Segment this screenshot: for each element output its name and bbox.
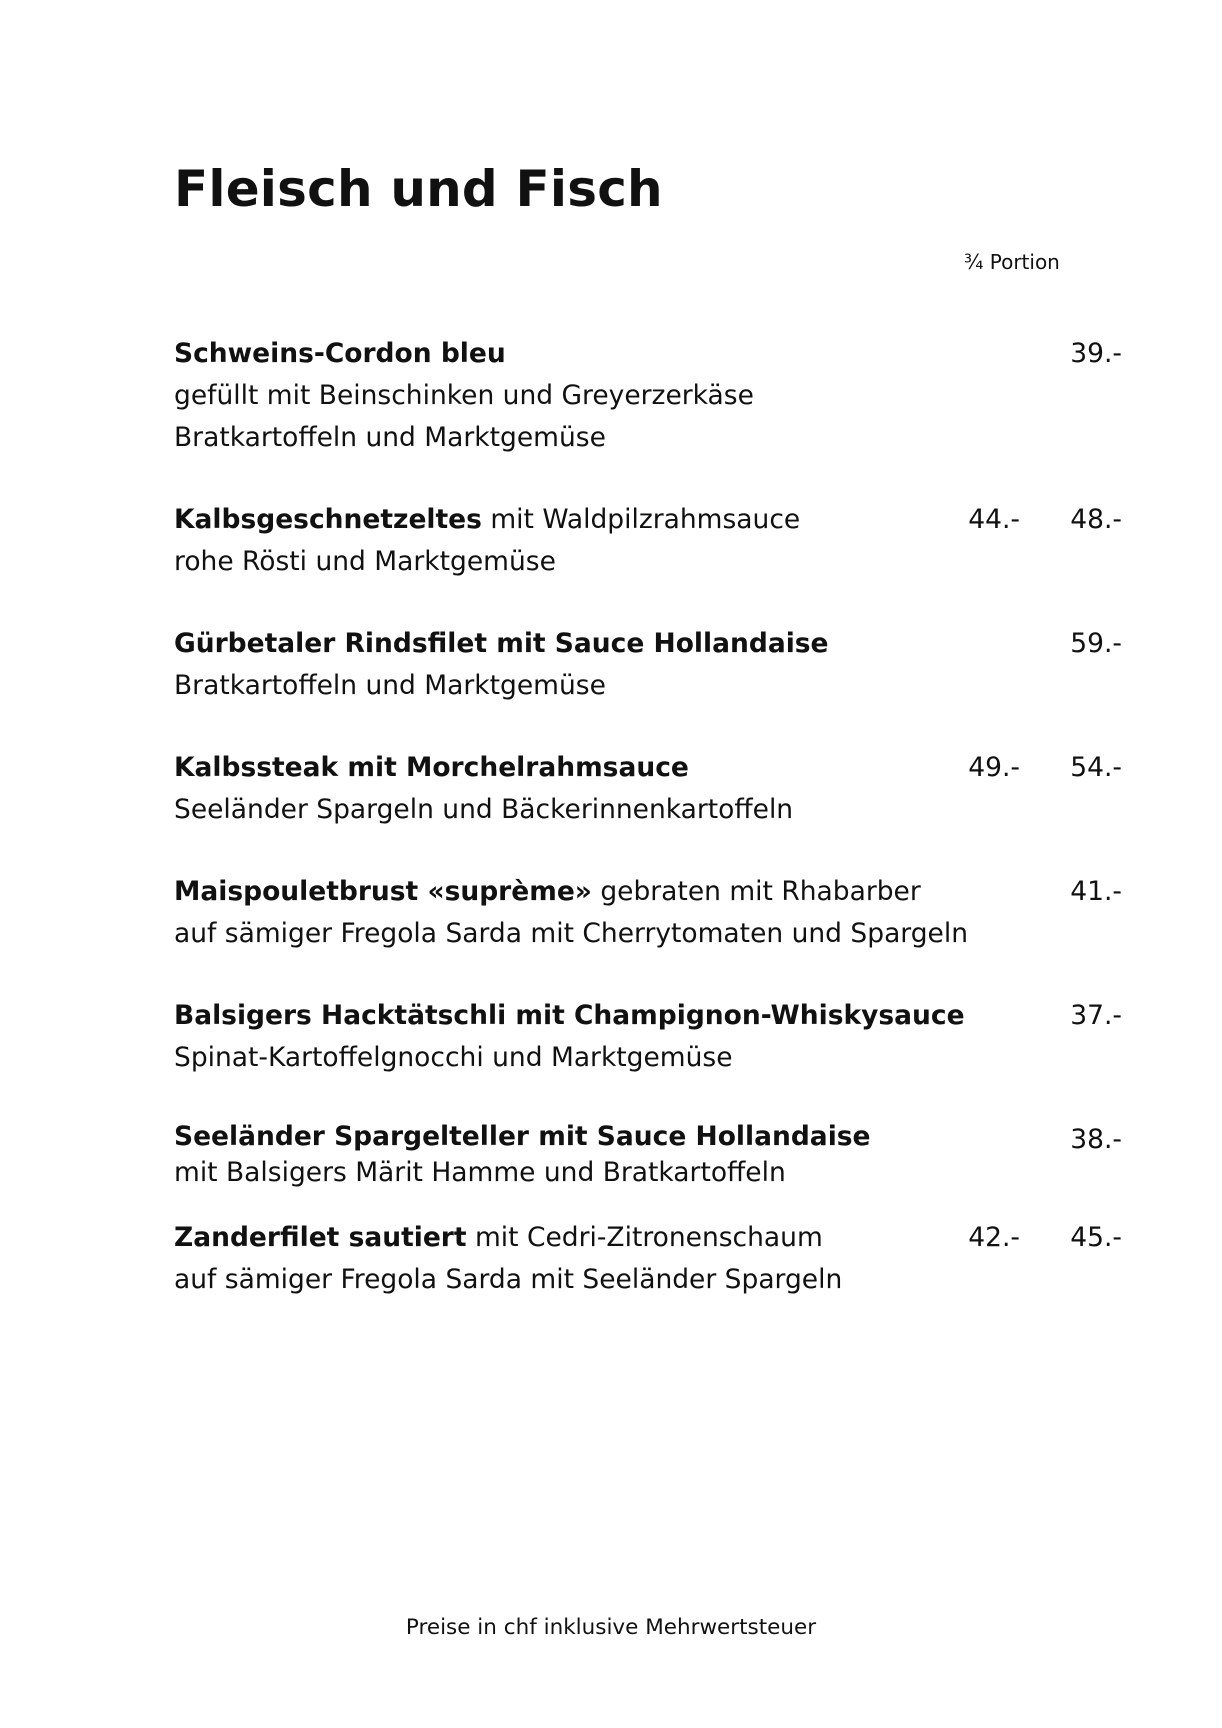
menu-list: [174, 333, 1142, 1341]
dish-description: Seeländer Spargeln und Bäckerinnenkartoffeln: [174, 794, 794, 825]
dish-description: Bratkartoffeln und Marktgemüse: [174, 422, 606, 453]
menu-item: [174, 747, 1142, 831]
menu-item: [174, 499, 1142, 583]
page-title: Fleisch und Fisch: [174, 160, 663, 218]
full-price: 59.-: [1070, 628, 1122, 659]
dish-name-suffix: mit Cedri-Zitronenschaum: [466, 1222, 823, 1253]
dish-name: Maispouletbrust «suprème»: [174, 876, 592, 907]
menu-item: [174, 623, 1142, 707]
footer-note: Preise in chf inklusive Mehrwertsteuer: [405, 1615, 817, 1640]
dish-description: auf sämiger Fregola Sarda mit Seeländer Spargeln: [174, 1264, 843, 1295]
dish-name-suffix: gebraten mit Rhabarber: [591, 876, 921, 907]
portion-price: 44.-: [968, 504, 1020, 535]
menu-item: [174, 1119, 1142, 1191]
menu-item: [174, 1217, 1142, 1301]
full-price: 37.-: [1070, 1000, 1122, 1031]
dish-name: Balsigers Hacktätschli mit Champignon-Whiskysauce: [174, 1000, 965, 1031]
full-price: 38.-: [1070, 1124, 1122, 1155]
full-price: 41.-: [1070, 876, 1122, 907]
menu-item: [174, 333, 1142, 459]
portion-price: 42.-: [968, 1222, 1020, 1253]
menu-item-title: [174, 871, 1142, 913]
full-price: 45.-: [1070, 1222, 1122, 1253]
menu-item-title: [174, 995, 1142, 1037]
dish-description: Bratkartoffeln und Marktgemüse: [174, 670, 606, 701]
menu-item-title: [174, 333, 1142, 375]
dish-description: gefüllt mit Beinschinken und Greyerzerkäse: [174, 380, 754, 411]
dish-name: Kalbssteak mit Morchelrahmsauce: [174, 752, 689, 783]
dish-name: Schweins-Cordon bleu: [174, 338, 506, 369]
dish-name: Gürbetaler Rindsfilet mit Sauce Hollandaise: [174, 628, 829, 659]
dish-name: Zanderfilet sautiert: [174, 1222, 467, 1253]
dish-description: Spinat-Kartoffelgnocchi und Marktgemüse: [174, 1042, 733, 1073]
full-price: 48.-: [1070, 504, 1122, 535]
portion-price: 49.-: [968, 752, 1020, 783]
dish-name-suffix: mit Waldpilzrahmsauce: [481, 504, 801, 535]
menu-item: [174, 995, 1142, 1079]
menu-item-title: [174, 623, 1142, 665]
dish-description: mit Balsigers Märit Hamme und Bratkartoffeln: [174, 1157, 786, 1188]
dish-name: Seeländer Spargelteller mit Sauce Hollandaise: [174, 1121, 871, 1152]
dish-description: auf sämiger Fregola Sarda mit Cherrytomaten und Spargeln: [174, 918, 969, 949]
dish-name: Kalbsgeschnetzeltes: [174, 504, 482, 535]
dish-description: rohe Rösti und Marktgemüse: [174, 546, 556, 577]
menu-item: [174, 871, 1142, 955]
menu-item-title: [174, 1119, 1142, 1155]
full-price: 54.-: [1070, 752, 1122, 783]
portion-column-header: ¾ Portion: [964, 250, 1060, 274]
full-price: 39.-: [1070, 338, 1122, 369]
